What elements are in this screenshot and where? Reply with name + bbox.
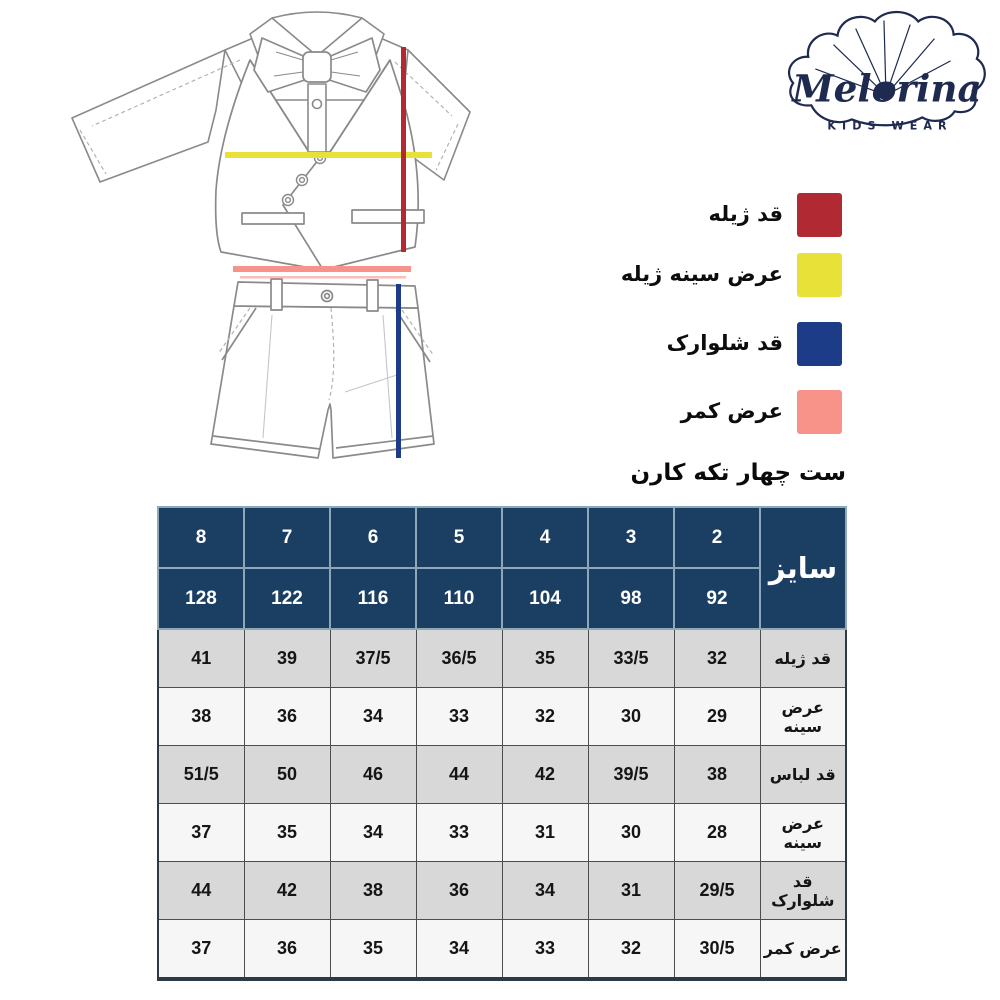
measurement-cell: 51/5 — [158, 746, 244, 804]
legend-label: قد ژیله — [708, 202, 783, 226]
measurement-cell: 44 — [416, 746, 502, 804]
legend-label: قد شلوارک — [666, 331, 783, 355]
measurement-cell: 33/5 — [588, 629, 674, 688]
measurement-cell: 35 — [244, 804, 330, 862]
measurement-cell: 35 — [330, 920, 416, 980]
size-number-row — [158, 507, 846, 568]
table-row — [158, 804, 846, 862]
measurement-cell: 37/5 — [330, 629, 416, 688]
height-cell: 98 — [588, 568, 674, 629]
measurement-cell: 36 — [244, 688, 330, 746]
size-header-cell: سایز — [760, 507, 846, 629]
shorts-length-line — [396, 284, 401, 458]
measurement-cell: 34 — [330, 688, 416, 746]
measurement-cell: 38 — [158, 688, 244, 746]
measurement-cell: 33 — [416, 688, 502, 746]
size-cell: 6 — [330, 507, 416, 568]
measurement-cell: 33 — [502, 920, 588, 980]
measurement-cell: 38 — [674, 746, 760, 804]
table-header — [158, 507, 846, 629]
table-row — [158, 746, 846, 804]
measurement-cell: 36/5 — [416, 629, 502, 688]
measurement-cell: 28 — [674, 804, 760, 862]
measurement-cell: 37 — [158, 804, 244, 862]
height-cell: 128 — [158, 568, 244, 629]
measurement-cell: 36 — [416, 862, 502, 920]
size-cell: 7 — [244, 507, 330, 568]
measurement-cell: 34 — [330, 804, 416, 862]
table-row — [158, 629, 846, 688]
measurement-cell: 39 — [244, 629, 330, 688]
measurement-cell: 37 — [158, 920, 244, 980]
measurement-cell: 32 — [674, 629, 760, 688]
row-label-cell: قد شلوارک — [760, 862, 846, 920]
height-number-row — [158, 568, 846, 629]
chest-width-line — [225, 152, 432, 158]
legend-item-vest-length — [412, 192, 842, 237]
size-table — [157, 506, 847, 981]
row-label-cell: قد ژیله — [760, 629, 846, 688]
size-cell: 8 — [158, 507, 244, 568]
height-cell: 122 — [244, 568, 330, 629]
measurement-cell: 34 — [416, 920, 502, 980]
vest-chest-width-swatch — [797, 253, 842, 297]
table-row — [158, 862, 846, 920]
measurement-cell: 41 — [158, 629, 244, 688]
vest-length-swatch — [797, 193, 842, 237]
set-title: ست چهار تکه کارن — [630, 460, 846, 486]
height-cell: 104 — [502, 568, 588, 629]
table-row — [158, 920, 846, 980]
measurement-cell: 33 — [416, 804, 502, 862]
legend-label: عرض سینه ژیله — [620, 262, 783, 286]
measurement-cell: 30/5 — [674, 920, 760, 980]
measurement-cell: 42 — [244, 862, 330, 920]
size-cell: 4 — [502, 507, 588, 568]
measurement-cell: 42 — [502, 746, 588, 804]
legend-item-vest-chest-width — [412, 252, 842, 297]
size-cell: 3 — [588, 507, 674, 568]
legend-item-shorts-length — [412, 321, 842, 366]
measurement-cell: 38 — [330, 862, 416, 920]
legend-item-waist-width — [412, 389, 842, 434]
size-cell: 5 — [416, 507, 502, 568]
height-cell: 92 — [674, 568, 760, 629]
shorts-length-swatch — [797, 322, 842, 366]
measurement-cell: 36 — [244, 920, 330, 980]
measurement-cell: 31 — [588, 862, 674, 920]
table-row — [158, 688, 846, 746]
measurement-cell: 39/5 — [588, 746, 674, 804]
measurement-cell: 50 — [244, 746, 330, 804]
measurement-cell: 29/5 — [674, 862, 760, 920]
measurement-cell: 31 — [502, 804, 588, 862]
measurement-cell: 32 — [588, 920, 674, 980]
measurement-cell: 35 — [502, 629, 588, 688]
waist-width-swatch — [797, 390, 842, 434]
row-label-cell: عرض کمر — [760, 920, 846, 980]
measurement-cell: 44 — [158, 862, 244, 920]
row-label-cell: قد لباس — [760, 746, 846, 804]
size-cell: 2 — [674, 507, 760, 568]
row-label-cell: عرض سینه — [760, 688, 846, 746]
height-cell: 110 — [416, 568, 502, 629]
brand-name: Melorina — [792, 66, 982, 111]
measurement-cell: 32 — [502, 688, 588, 746]
row-label-cell: عرض سینه — [760, 804, 846, 862]
waist-width-line — [233, 266, 411, 272]
measurement-cell: 46 — [330, 746, 416, 804]
measurement-cell: 34 — [502, 862, 588, 920]
brand-logo — [781, 8, 993, 140]
waist-width-line-thin — [240, 276, 406, 279]
brand-tagline: KIDS WEAR — [827, 119, 953, 133]
measurement-cell: 30 — [588, 688, 674, 746]
measurement-cell: 30 — [588, 804, 674, 862]
measurement-cell: 29 — [674, 688, 760, 746]
height-cell: 116 — [330, 568, 416, 629]
legend-label: عرض کمر — [680, 399, 783, 423]
vest-length-line — [401, 47, 406, 252]
